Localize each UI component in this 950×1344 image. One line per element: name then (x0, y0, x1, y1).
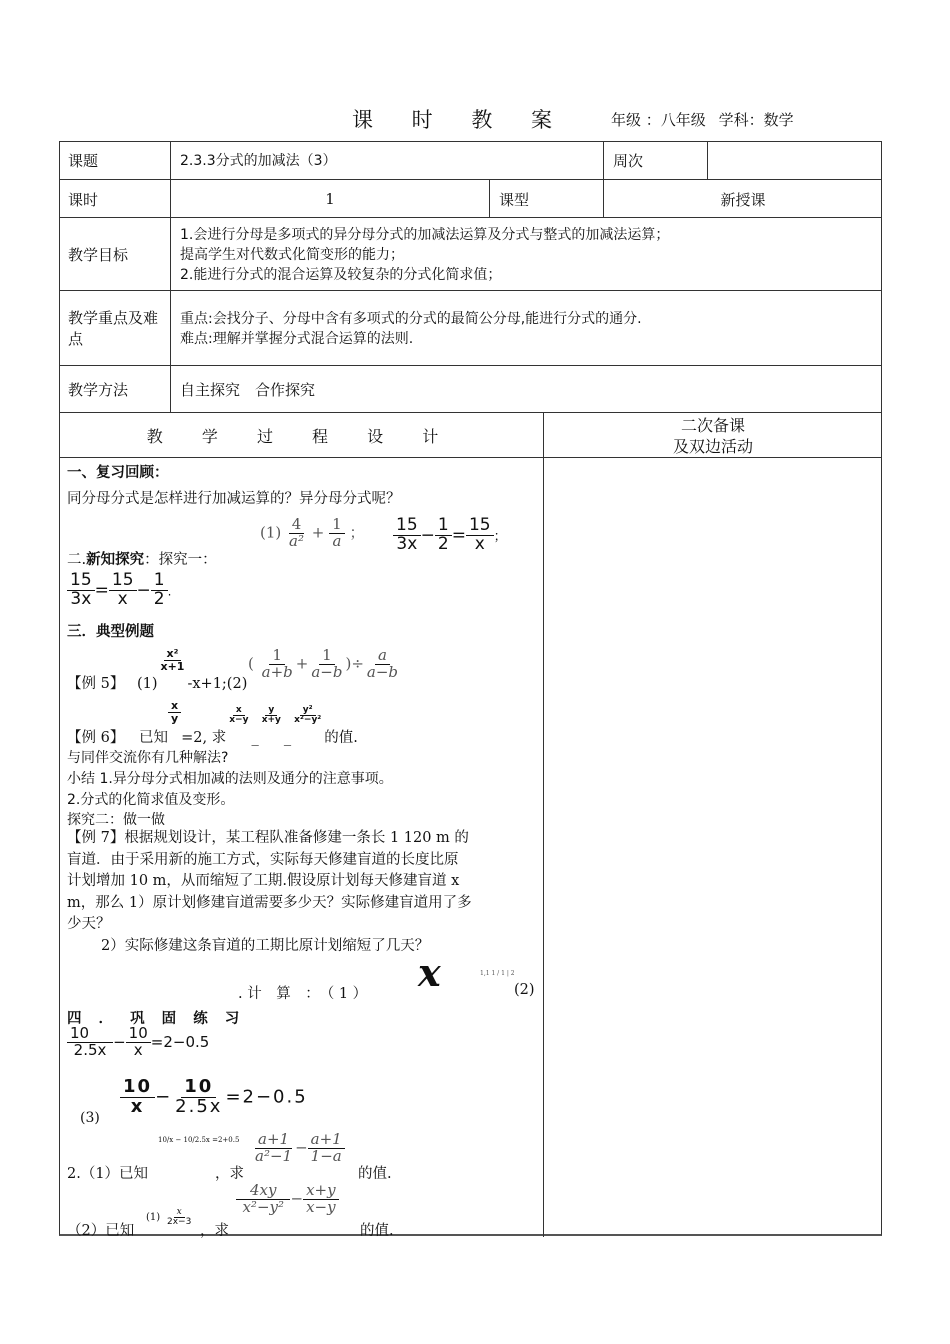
notes-column (543, 458, 882, 1237)
question-2-2-small-fraction: $\frac{x}{2x-3}$ (167, 1207, 192, 1228)
keypoints-list (170, 291, 882, 366)
section-practice-title: 四 ． 巩 固 练 习 (67, 1011, 246, 1027)
notes-header-line2: 及双边活动 (672, 436, 753, 456)
example-6: 【例 6】 已知 $\frac{x}{y}$ =2, 求 $\frac{x}{x-y}$ _ $\frac{y}{x+y}$ _ $\frac{\text{y²}}{\text{x²−y²}}$ 的值. (67, 699, 358, 746)
question-2-1-end: 的值. (358, 1166, 392, 1182)
keypoints-label: 教学重点及难点 (68, 308, 159, 348)
keypoint-item: 重点:会找分子、分母中含有多项式的分式的最简公分母,能进行分式的通分. (180, 310, 642, 327)
calc-label: . 计 算 ： （ 1 ） (238, 986, 368, 1002)
explore-2-title: 探究二：做一做 (67, 812, 165, 828)
example-7-line: 少天？ (67, 916, 111, 932)
example-7 (67, 828, 537, 957)
method-label: 教学方法 (68, 381, 129, 399)
practice-equation-2: $\frac{10}{x}$ − $\frac{10}{2.5x}$ =2−0.5 (120, 1078, 308, 1117)
row-topic (59, 141, 882, 179)
question-2-2-prefix: （2）已知 (67, 1223, 135, 1239)
goal-item: 2.能进行分式的混合运算及较复杂的分式化简求值； (180, 266, 502, 283)
example-5-part2: ( $\frac{1}{a+b}$ + $\frac{1}{a-b}$ )÷ $\frac{a}{a-b}$ (248, 646, 399, 681)
goal-item: 提高学生对代数式化简变形的能力； (180, 246, 404, 263)
calc-part-2: (2) (514, 982, 535, 998)
goal-item: 1.会进行分母是多项式的异分母分式的加减法运算及分式与整式的加减法运算； (180, 226, 670, 243)
question-2-1-mid: ，求 (215, 1166, 244, 1182)
notes-header-line1: 二次备课 (680, 415, 745, 435)
row-process-header (59, 412, 882, 458)
practice-equation-1: $\frac{10}{2.5x}$ − $\frac{10}{x}$ =2−0.5 (67, 1026, 209, 1059)
question-2-1-expr: $\frac{a+1}{\text{a²−1}}$ − $\frac{a+1}{1-a}$ (252, 1132, 345, 1165)
example-7-line: m，那么 1）原计划修建盲道需要多少天？实际修建盲道用了多 (67, 894, 472, 911)
period-value: 1 (170, 180, 489, 218)
topic-label: 课题 (68, 151, 99, 170)
week-value (707, 141, 882, 179)
subject-label: 学科：数学 (718, 111, 794, 129)
page-meta (611, 109, 802, 130)
question-2-2-sup: (1) (146, 1212, 161, 1223)
row-method (59, 365, 882, 413)
goals-label: 教学目标 (68, 246, 129, 264)
calc-tiny-fraction: 1,1 1 / 1 | 2 (480, 970, 515, 977)
row-goals (59, 217, 882, 291)
question-2-2-end: 的值. (360, 1223, 394, 1239)
practice-3-label: (3) (80, 1110, 100, 1126)
calc-big-x: x (418, 950, 441, 995)
section-new-title: 二.新知探究：探究一： (67, 552, 217, 568)
goals-list (170, 218, 882, 291)
summary-1: 小结 1.异分母分式相加减的法则及通分的注意事项。 (67, 771, 393, 787)
question-2-2-mid: ，求 (200, 1223, 229, 1239)
type-label: 课型 (489, 180, 603, 218)
section-examples-title: 三．典型例题 (67, 624, 154, 640)
summary-2: 2.分式的化简求值及变形。 (67, 792, 235, 808)
grade-label: 年级 ：八年级 (611, 111, 706, 129)
row-keypoints (59, 290, 882, 366)
example-7-question-2: 2）实际修建这条盲道的工期比原计划缩短了几天？ (101, 937, 430, 954)
example-7-line: 【例 7】根据规划设计，某工程队准备修建一条长 1 120 m 的 (67, 830, 469, 846)
example-7-line: 盲道．由于采用新的施工方式，实际每天修建盲道的长度比原 (67, 851, 459, 868)
process-header: 教 学 过 程 设 计 (146, 427, 456, 446)
keypoint-item: 难点:理解并掌握分式混合运算的法则. (180, 330, 414, 347)
question-2-2-expr: $\frac{4xy}{\text{x²−y²}}$ − $\frac{x+y}{x-y}$ (236, 1183, 339, 1216)
week-label: 周次 (603, 141, 707, 179)
discuss-prompt: 与同伴交流你有几种解法? (67, 750, 229, 766)
notes-header (543, 413, 882, 458)
row-period (59, 179, 882, 218)
example-5: 【例 5】 (1) $\frac{\text{x²}}{x+1}$ -x+1;(2) (67, 647, 248, 692)
topic-value: 2.3.3分式的加减法（3） (170, 141, 603, 179)
explore1-expr: (1) $\frac{4}{\text{a²}}$ + $\frac{1}{a}$ ； (260, 515, 365, 550)
explore1-equation: $\frac{15}{3x}$ − $\frac{1}{2}$ = $\frac{15}{x}$ ； (393, 517, 507, 554)
review-question: 同分母分式是怎样进行加减运算的？异分母分式呢？ (67, 491, 401, 507)
method-value: 自主探究 合作探究 (170, 366, 882, 413)
question-2-1-tiny-equation: 10/x − 10/2.5x =2+0.5 (158, 1136, 240, 1144)
type-value: 新授课 (603, 180, 882, 218)
example-7-line: 计划增加 10 m，从而缩短了工期.假设原计划每天修建盲道 x (67, 873, 460, 889)
page-title: 课 时 教 案 (352, 108, 569, 132)
period-label: 课时 (68, 190, 99, 209)
question-2-1-prefix: 2.（1）已知 (67, 1166, 149, 1182)
section-review-title: 一、复习回顾： (67, 465, 169, 481)
explore1-equation-2: $\frac{15}{3x}$ = $\frac{15}{x}$ − $\frac{1}{2}$ . (67, 572, 171, 609)
